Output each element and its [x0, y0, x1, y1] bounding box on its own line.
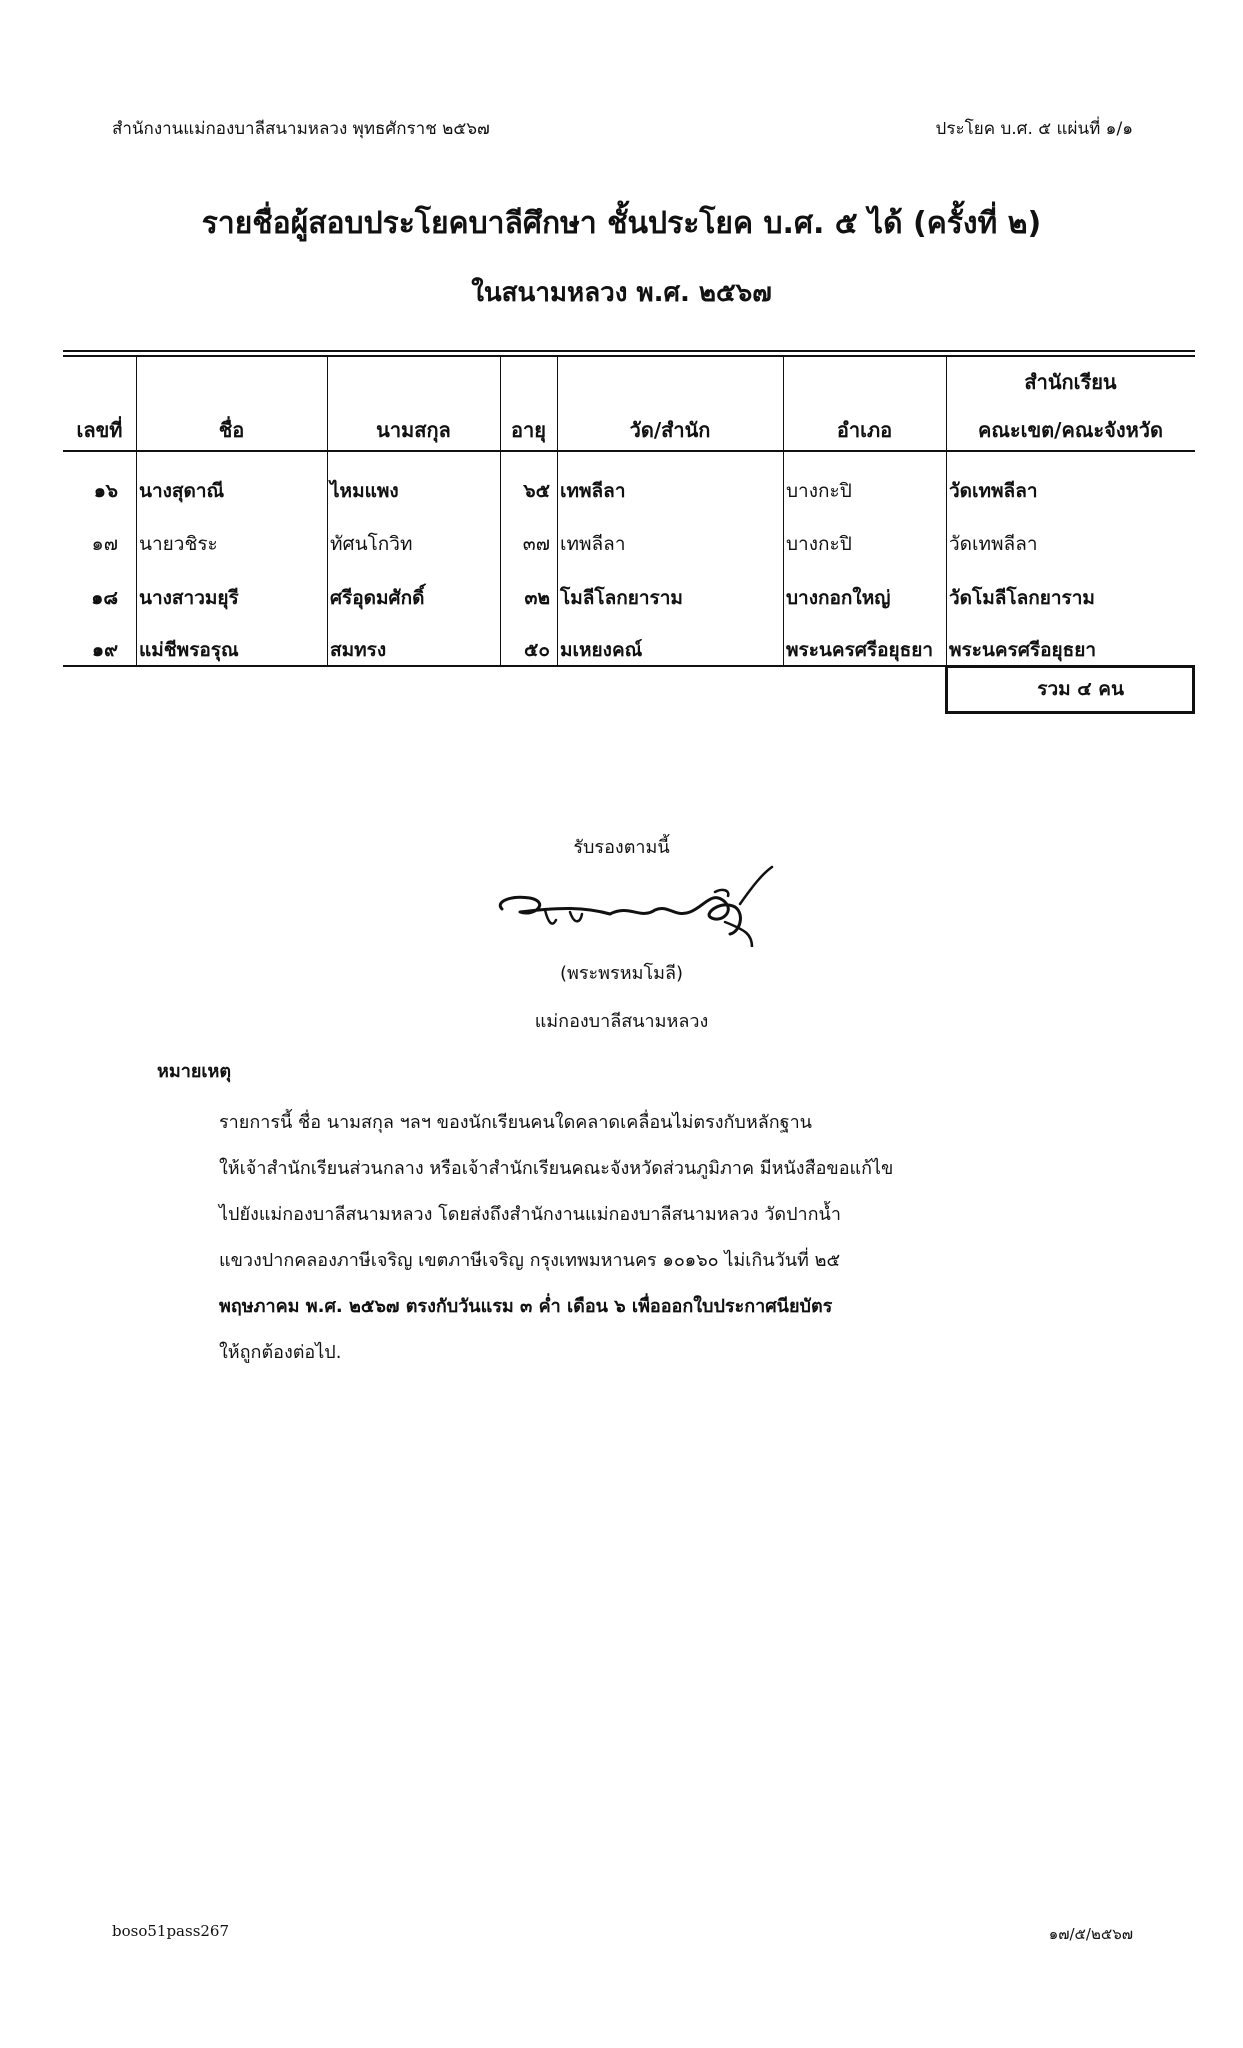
row-school: วัดโมลีโลกยาราม	[949, 587, 1095, 609]
row-temple: โมลีโลกยาราม	[560, 587, 683, 609]
note-line: ไปยังแม่กองบาลีสนามหลวง โดยส่งถึงสำนักงานแม่กองบาลีสนามหลวง วัดปากน้ำ	[219, 1204, 841, 1225]
header-left: สำนักงานแม่กองบาลีสนามหลวง พุทธศักราช ๒๕๖๗	[112, 119, 490, 139]
row-age: ๖๕	[523, 480, 550, 502]
row-district: บางกะปิ	[786, 480, 852, 502]
header-right: ประโยค บ.ศ. ๕ แผ่นที่ ๑/๑	[935, 119, 1133, 139]
row-district: บางกอกใหญ่	[786, 587, 891, 609]
row-district: พระนครศรีอยุธยา	[786, 639, 934, 661]
row-temple: มเหยงคณ์	[560, 639, 643, 661]
row-name: นางสุดาณี	[139, 480, 225, 502]
row-name: แม่ชีพรอรุณ	[139, 639, 239, 661]
column-divider	[500, 355, 501, 665]
footer-code: boso51pass267	[112, 1922, 230, 1940]
row-district: บางกะปิ	[786, 533, 852, 555]
signature-image	[490, 862, 790, 947]
row-surname: สมทรง	[330, 639, 387, 661]
row-no: ๑๙	[92, 639, 118, 661]
row-school: วัดเทพลีลา	[949, 480, 1038, 502]
header-temple: วัด/สำนัก	[629, 418, 711, 442]
row-no: ๑๘	[91, 587, 118, 609]
certify-name: (พระพรหมโมลี)	[559, 963, 684, 984]
note-line: ให้ถูกต้องต่อไป.	[219, 1342, 342, 1363]
row-name: นางสาวมยุรี	[139, 587, 239, 609]
header-district: อำเภอ	[836, 418, 893, 442]
row-temple: เทพลีลา	[560, 480, 626, 502]
row-no: ๑๗	[91, 533, 118, 555]
row-age: ๕๐	[524, 639, 550, 661]
row-surname: ทัศนโกวิท	[330, 533, 413, 555]
certify-position: แม่กองบาลีสนามหลวง	[534, 1011, 709, 1032]
header-surname: นามสกุล	[376, 418, 451, 442]
note-line: ให้เจ้าสำนักเรียนส่วนกลาง หรือเจ้าสำนักเรียนคณะจังหวัดส่วนภูมิภาค มีหนังสือขอแก้ไข	[219, 1158, 894, 1179]
header-age: อายุ	[511, 418, 546, 442]
column-divider	[946, 355, 947, 665]
row-surname: ศรีอุดมศักดิ์	[330, 587, 425, 609]
note-line: พฤษภาคม พ.ศ. ๒๕๖๗ ตรงกับวันแรม ๓ ค่ำ เดือน ๖ เพื่อออกใบประกาศนียบัตร	[219, 1296, 833, 1317]
column-divider	[327, 355, 328, 665]
row-age: ๓๒	[524, 587, 550, 609]
column-divider	[136, 355, 137, 665]
row-school: วัดเทพลีลา	[949, 533, 1038, 555]
table-top-rule	[63, 350, 1195, 352]
page-subtitle: ในสนามหลวง พ.ศ. ๒๕๖๗	[471, 278, 772, 308]
header-school-top: สำนักเรียน	[1024, 370, 1117, 394]
certify-text: รับรองตามนี้	[573, 837, 670, 858]
table-header-rule	[63, 450, 1195, 452]
table-top-rule-inner	[63, 355, 1195, 357]
total-count: รวม ๔ คน	[945, 665, 1195, 714]
row-name: นายวชิระ	[139, 533, 218, 555]
row-no: ๑๖	[93, 480, 118, 502]
row-school: พระนครศรีอยุธยา	[949, 639, 1097, 661]
header-no: เลขที่	[76, 418, 123, 442]
column-divider	[783, 355, 784, 665]
header-school-bottom: คณะเขต/คณะจังหวัด	[977, 418, 1164, 442]
row-temple: เทพลีลา	[560, 533, 626, 555]
note-line: แขวงปากคลองภาษีเจริญ เขตภาษีเจริญ กรุงเทพมหานคร ๑๐๑๖๐ ไม่เกินวันที่ ๒๕	[219, 1250, 841, 1271]
note-title: หมายเหตุ	[157, 1061, 232, 1082]
page-title: รายชื่อผู้สอบประโยคบาลีศึกษา ชั้นประโยค บ.ศ. ๕ ได้ (ครั้งที่ ๒)	[201, 206, 1042, 241]
footer-date: ๑๗/๕/๒๕๖๗	[1048, 1925, 1133, 1943]
note-line: รายการนี้ ชื่อ นามสกุล ฯลฯ ของนักเรียนคนใดคลาดเคลื่อนไม่ตรงกับหลักฐาน	[219, 1112, 812, 1133]
row-age: ๓๗	[522, 533, 550, 555]
column-divider	[557, 355, 558, 665]
row-surname: ไหมแพง	[330, 480, 399, 502]
header-name: ชื่อ	[218, 418, 245, 442]
